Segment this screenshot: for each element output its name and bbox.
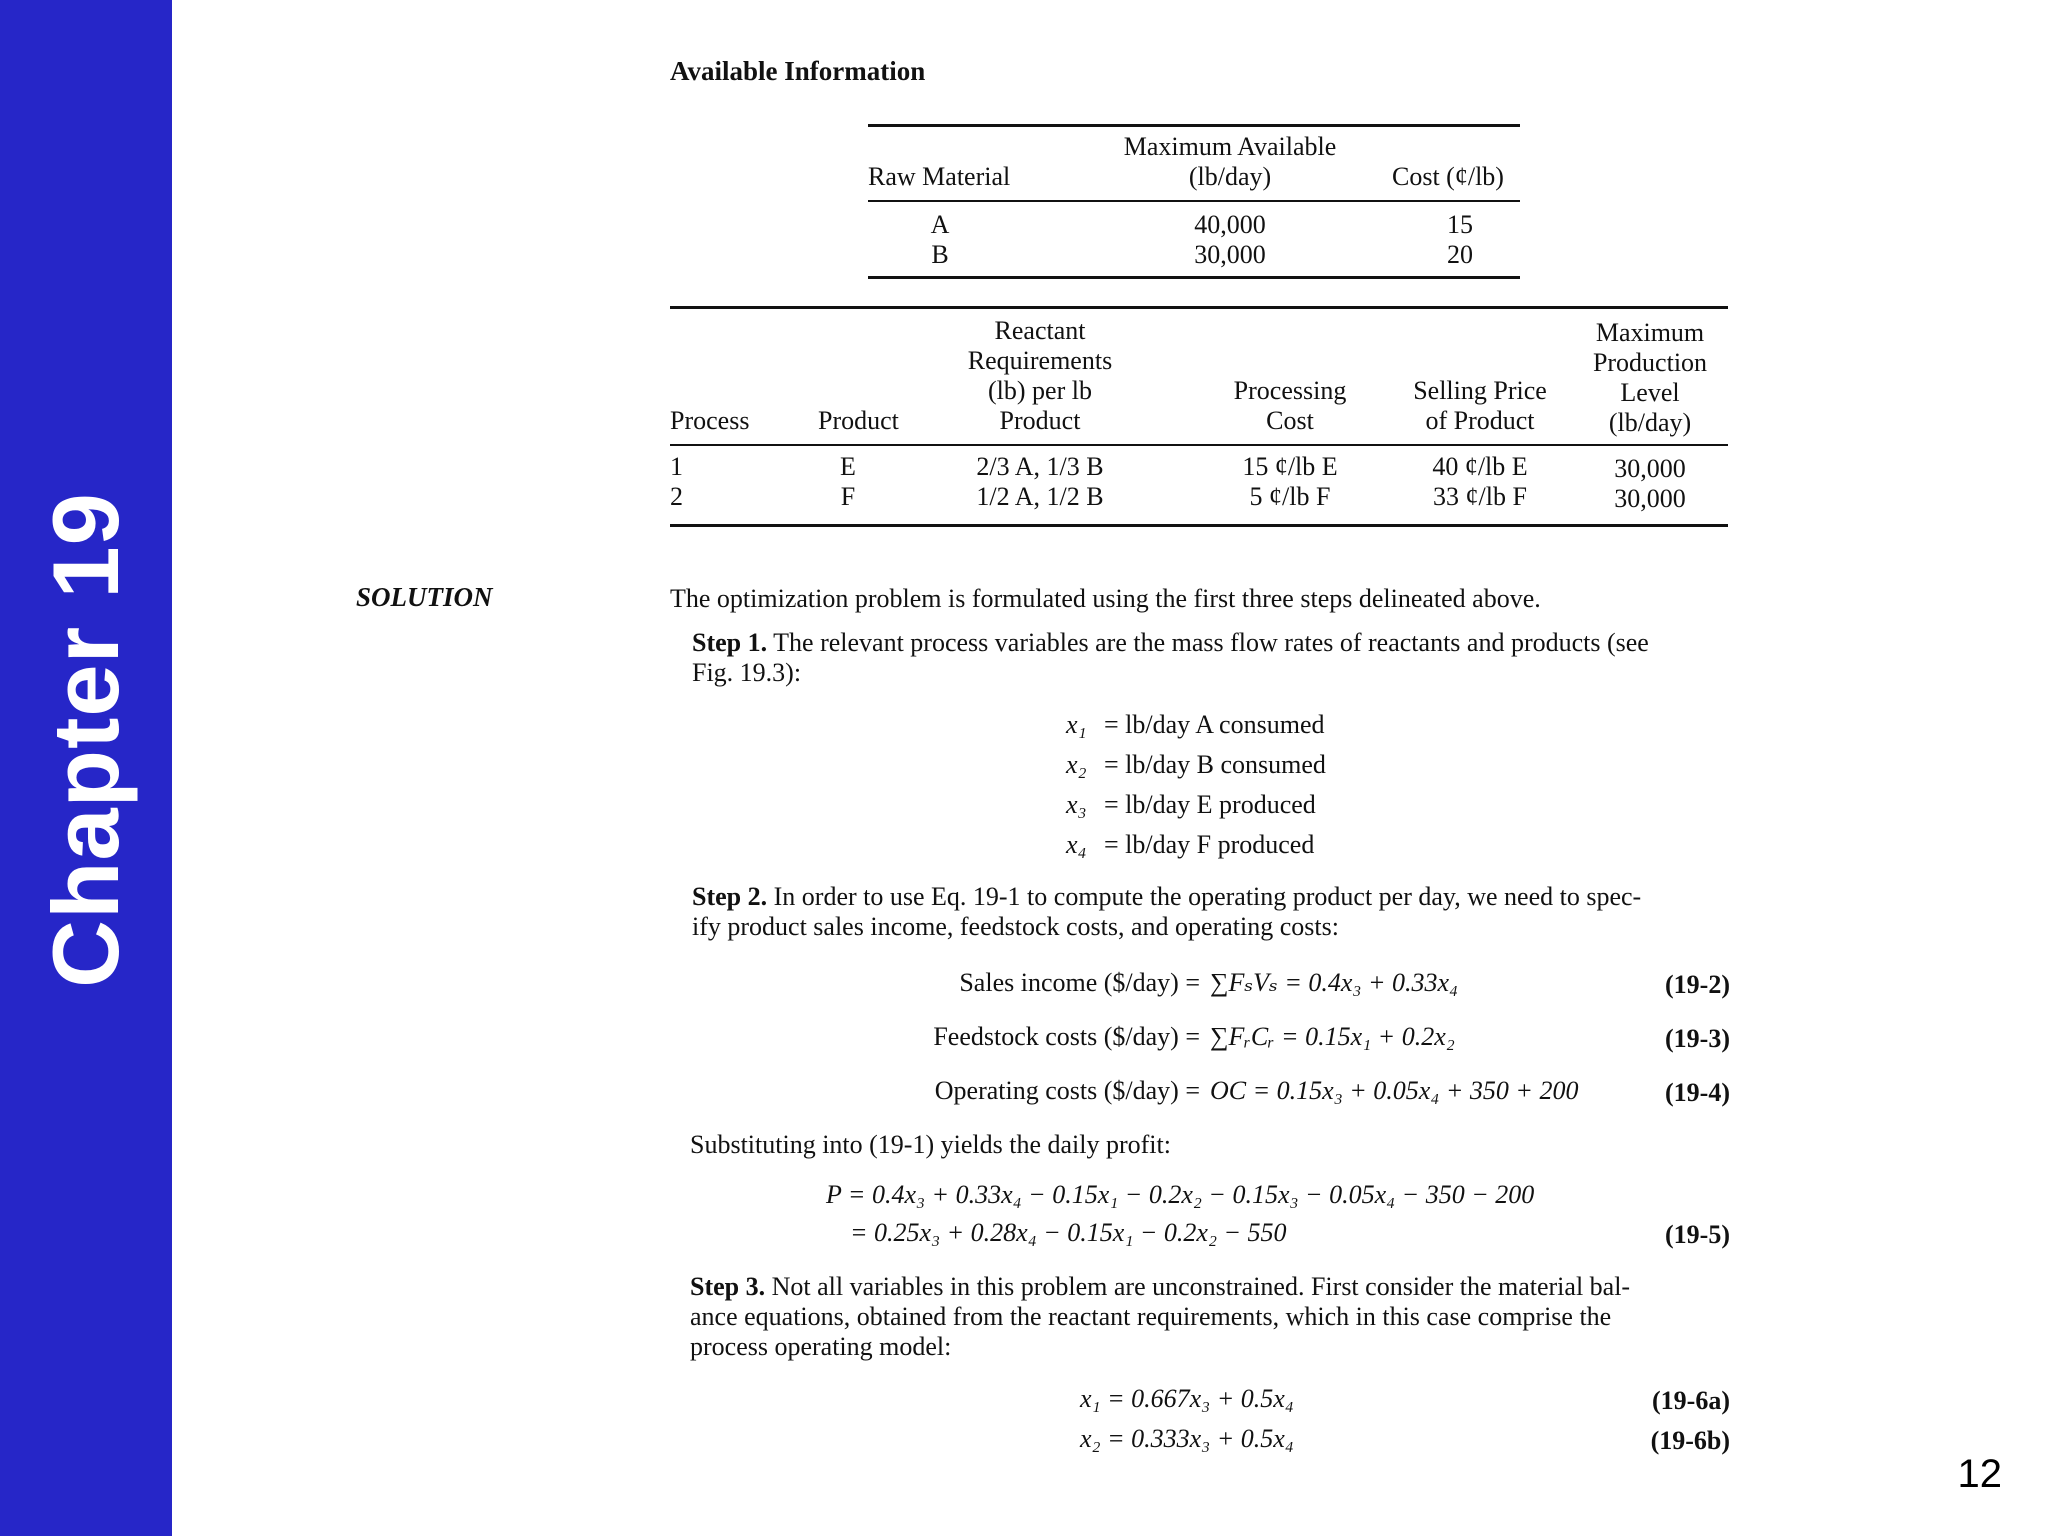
proc-row-2-process: 2 (670, 482, 683, 511)
raw-row-b-material: B (931, 240, 949, 269)
proc-header-processing-1: Processing (1233, 376, 1347, 405)
step3-line2: ance equations, obtained from the reactant requirements, which in this case comprise the (690, 1302, 1612, 1331)
page-number: 12 (1957, 1452, 2002, 1496)
var-x3-def: = lb/day E produced (1104, 790, 1316, 819)
proc-header-reactant-2: Requirements (967, 346, 1113, 375)
raw-row-b-max: 30,000 (1194, 240, 1266, 269)
step1-line1 (692, 628, 1649, 658)
balance-num-b: (19-6b) (1650, 1426, 1730, 1455)
proc-row-1-reactant: 2/3 A, 1/3 B (976, 452, 1104, 481)
var-x2-sym: x₂ (1066, 750, 1087, 779)
proc-header-reactant-3: (lb) per lb (988, 376, 1092, 405)
profit-line2: = 0.25x₃ + 0.28x₄ − 0.15x₁ − 0.2x₂ − 550 (850, 1218, 1287, 1247)
proc-row-2-product: F (840, 482, 856, 511)
proc-header-maxprod-3: Level (1620, 378, 1680, 407)
proc-header-maxprod-1: Maximum (1595, 318, 1705, 347)
balance-eq-b: x₂ = 0.333x₃ + 0.5x₄ (1080, 1424, 1294, 1453)
step1-text: The relevant process variables are the mass flow rates of reactants and products (see (773, 628, 1649, 657)
var-x1-sym: x₁ (1066, 710, 1087, 739)
profit-num: (19-5) (1665, 1220, 1730, 1249)
step2-line2: ify product sales income, feedstock costs, and operating costs: (692, 912, 1339, 941)
eq-sales-rhs: ∑FₛVₛ = 0.4x₃ + 0.33x₄ (1210, 968, 1459, 997)
raw-header-max-1: Maximum Available (1123, 132, 1337, 161)
proc-header-reactant-1: Reactant (994, 316, 1086, 345)
raw-header-max-2: (lb/day) (1188, 162, 1272, 191)
process-table (340, 40, 1780, 600)
step1-label: Step 1. (692, 628, 768, 657)
proc-header-selling-1: Selling Price (1413, 376, 1547, 405)
var-x4-sym: x₄ (1066, 830, 1087, 859)
proc-row-1-processing: 15 ¢/lb E (1242, 452, 1338, 481)
step2-text: In order to use Eq. 19-1 to compute the operating product per day, we need to spec- (773, 882, 1642, 911)
proc-header-maxprod-2: Production (1592, 348, 1708, 377)
proc-row-2-selling: 33 ¢/lb F (1433, 482, 1527, 511)
scanned-page (340, 40, 1780, 1510)
step3-label: Step 3. (690, 1272, 766, 1301)
raw-row-a-max: 40,000 (1194, 210, 1266, 239)
proc-row-1-process: 1 (670, 452, 683, 481)
eq-operating-lhs: Operating costs ($/day) = (934, 1076, 1200, 1105)
proc-header-reactant-4: Product (999, 406, 1081, 435)
var-x2-def: = lb/day B consumed (1104, 750, 1326, 779)
proc-row-1-selling: 40 ¢/lb E (1432, 452, 1528, 481)
eq-operating-num: (19-4) (1665, 1078, 1730, 1107)
available-heading: Available Information (670, 56, 926, 86)
step2-label: Step 2. (692, 882, 768, 911)
raw-row-a-cost: 15 (1447, 210, 1473, 239)
step1-line2: Fig. 19.3): (692, 658, 802, 687)
substituting-text: Substituting into (19-1) yields the daily profit: (690, 1130, 1171, 1159)
proc-header-selling-2: of Product (1425, 406, 1535, 435)
proc-header-maxprod-4: (lb/day) (1608, 408, 1692, 437)
raw-row-b-cost: 20 (1447, 240, 1473, 269)
proc-row-2-max: 30,000 (1614, 484, 1686, 513)
eq-sales-num: (19-2) (1665, 970, 1730, 999)
raw-row-a-material: A (930, 210, 950, 239)
balance-num-a: (19-6a) (1652, 1386, 1730, 1415)
var-x3-sym: x₃ (1066, 790, 1087, 819)
profit-line1: P = 0.4x₃ + 0.33x₄ − 0.15x₁ − 0.2x₂ − 0.15x₃ − 0.05x₄ − 350 − 200 (826, 1180, 1535, 1209)
proc-header-process: Process (670, 406, 750, 435)
eq-operating-rhs: OC = 0.15x₃ + 0.05x₄ + 350 + 200 (1210, 1076, 1579, 1105)
solution-label: SOLUTION (356, 582, 493, 612)
var-x4-def: = lb/day F produced (1104, 830, 1315, 859)
solution-intro: The optimization problem is formulated using the first three steps delineated above. (670, 584, 1541, 613)
proc-row-1-product: E (840, 452, 856, 481)
var-x1-def: = lb/day A consumed (1104, 710, 1325, 739)
balance-eq-a: x₁ = 0.667x₃ + 0.5x₄ (1080, 1384, 1294, 1413)
step3-line3: process operating model: (690, 1332, 952, 1361)
raw-header-material: Raw Material (868, 162, 1011, 191)
chapter-sidebar (0, 0, 172, 1536)
eq-feedstock-lhs: Feedstock costs ($/day) = (933, 1022, 1200, 1051)
step3-line1 (690, 1272, 1630, 1302)
proc-header-product: Product (818, 406, 899, 435)
raw-header-cost: Cost (¢/lb) (1392, 162, 1504, 191)
step3-text: Not all variables in this problem are unconstrained. First consider the material bal- (771, 1272, 1631, 1301)
proc-row-2-reactant: 1/2 A, 1/2 B (976, 482, 1104, 511)
step2-line1 (692, 882, 1641, 912)
proc-row-2-processing: 5 ¢/lb F (1249, 482, 1331, 511)
proc-header-processing-2: Cost (1266, 406, 1314, 435)
chapter-label: Chapter 19 (33, 492, 138, 988)
eq-feedstock-num: (19-3) (1665, 1024, 1730, 1053)
eq-feedstock-rhs: ∑FᵣCᵣ = 0.15x₁ + 0.2x₂ (1210, 1022, 1455, 1051)
eq-sales-lhs: Sales income ($/day) = (959, 968, 1200, 997)
proc-row-1-max: 30,000 (1614, 454, 1686, 483)
